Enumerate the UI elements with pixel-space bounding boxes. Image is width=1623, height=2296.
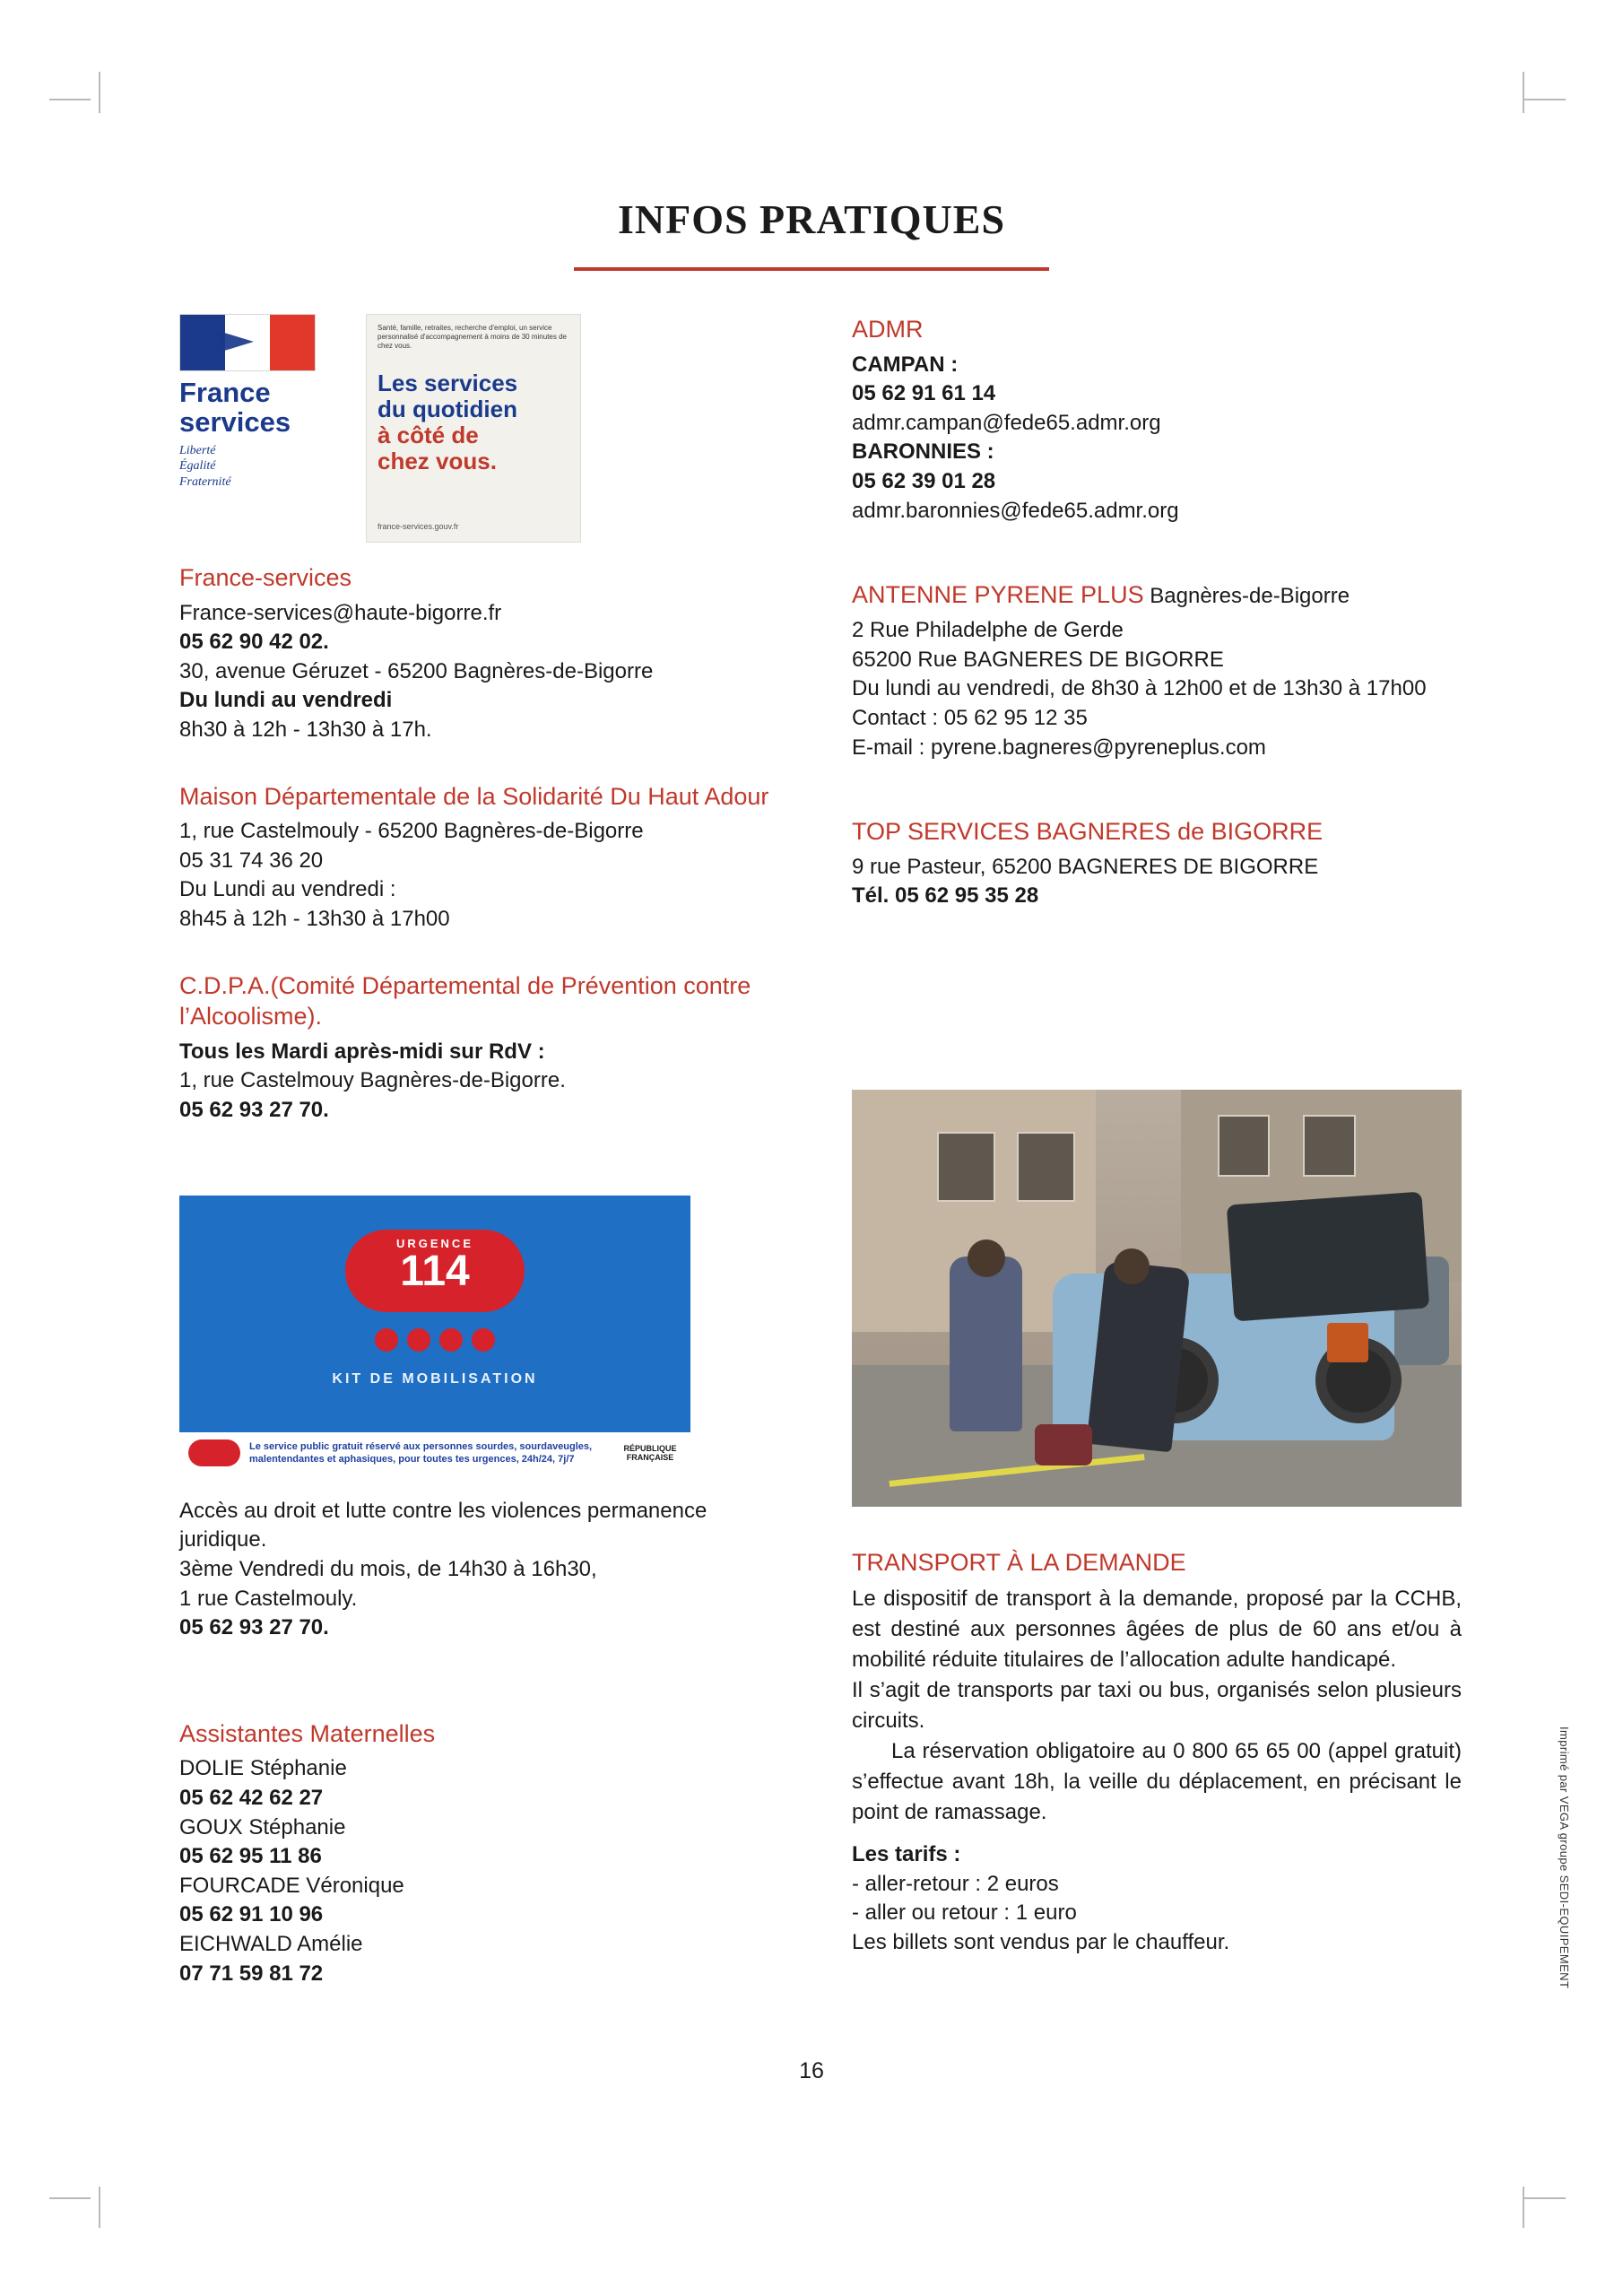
section-line: Du lundi au vendredi	[179, 688, 393, 713]
section-line	[179, 1497, 771, 1555]
section-line	[852, 734, 1462, 763]
transport-tarif-item: - aller ou retour : 1 euro	[852, 1900, 1077, 1926]
poster-slogan: Les services du quotidien à côté de chez vous.	[378, 370, 518, 475]
france-services-logo-group	[179, 314, 771, 543]
urgence-number: 114	[400, 1247, 470, 1295]
crop-mark-bottom-right-h	[1524, 2197, 1566, 2199]
section-line: 8h45 à 12h - 13h30 à 17h00	[179, 907, 450, 932]
section-transport-a-la-demande	[852, 1547, 1462, 1958]
section-line: 30, avenue Géruzet - 65200 Bagnères-de-Bigorre	[179, 658, 654, 683]
contact-label-value: Contact : 05 62 95 12 35	[852, 705, 1088, 730]
transport-paragraph: Il s’agit de transports par taxi ou bus, organisés selon plusieurs circuits.	[852, 1677, 1462, 1733]
section-line: 9 rue Pasteur, 65200 BAGNERES DE BIGORRE	[852, 854, 1319, 879]
section-line: 05 31 74 36 20	[179, 848, 324, 873]
transport-tarifs-title: Les tarifs :	[852, 1842, 961, 1867]
section-line: Du lundi au vendredi, de 8h30 à 12h00 et de 13h30 à 17h00	[852, 676, 1427, 701]
section-heading-main: ANTENNE PYRENE PLUS	[852, 581, 1144, 609]
deaf-icon	[375, 1328, 398, 1352]
transport-paragraph: Le dispositif de transport à la demande, proposé par la CCHB, est destiné aux personnes âgées de plus de 60 ans et/ou à mobilité réduite titulaires de l’allocation adulte handicapé.	[852, 1586, 1462, 1672]
section-maison-departementale-solidarite	[179, 781, 771, 935]
section-line: FOURCADE Véronique	[179, 1873, 404, 1898]
section-assistantes-maternelles	[179, 1718, 771, 1989]
section-line: 1, rue Castelmouly - 65200 Bagnères-de-Bigorre	[179, 819, 644, 844]
section-france-services	[179, 562, 771, 745]
urgence-114-mini-logo	[188, 1439, 240, 1466]
section-line: 05 62 93 27 70.	[179, 1615, 329, 1640]
poster-footer	[179, 1432, 690, 1474]
email-label-value: E-mail : pyrene.bagneres@pyreneplus.com	[852, 735, 1266, 760]
section-line: EICHWALD Amélie	[179, 1932, 363, 1957]
hearing-impaired-icon	[407, 1328, 430, 1352]
section-heading: Assistantes Maternelles	[179, 1719, 436, 1747]
section-line: 05 62 90 42 02.	[179, 630, 329, 655]
section-line: 07 71 59 81 72	[179, 1961, 324, 1986]
transport-photo	[852, 1090, 1462, 1507]
section-line: 05 62 42 62 27	[179, 1785, 324, 1810]
france-services-logo	[179, 314, 350, 490]
crop-mark-top-right-h	[1524, 99, 1566, 100]
section-line: GOUX Stéphanie	[179, 1814, 346, 1839]
title-underline	[574, 267, 1049, 271]
section-admr	[852, 314, 1462, 526]
urgence-label: URGENCE	[395, 1236, 473, 1250]
france-services-poster	[366, 314, 581, 543]
section-cdpa	[179, 970, 771, 1126]
urgence-114-poster	[179, 1196, 690, 1474]
crop-mark-bottom-right-v	[1523, 2187, 1524, 2228]
section-line: 05 62 39 01 28	[852, 469, 996, 494]
section-heading-suffix: Bagnères-de-Bigorre	[1143, 584, 1350, 609]
crop-mark-bottom-left-h	[49, 2197, 91, 2199]
deafblind-icon	[439, 1328, 463, 1352]
left-column	[179, 314, 771, 2012]
section-line: DOLIE Stéphanie	[179, 1756, 347, 1781]
crop-mark-top-right-v	[1523, 72, 1524, 113]
section-line: 65200 Rue BAGNERES DE BIGORRE	[852, 647, 1224, 672]
crop-mark-bottom-left-v	[99, 2187, 100, 2228]
section-heading: TRANSPORT À LA DEMANDE	[852, 1549, 1186, 1576]
section-line: Tous les Mardi après-midi sur RdV :	[179, 1039, 545, 1064]
france-services-logo-name: France services	[179, 377, 291, 438]
section-line: 1, rue Castelmouy Bagnères-de-Bigorre.	[179, 1068, 566, 1093]
section-line: 05 62 91 61 14	[852, 381, 996, 406]
transport-paragraph: La réservation obligatoire au 0 800 65 65 00 (appel gratuit) s’effectue avant 18h, la veille du déplacement, en précisant le point de ramassage.	[852, 1738, 1462, 1825]
accessibility-icons	[375, 1328, 495, 1352]
french-flag-icon	[179, 314, 316, 371]
section-line: 2 Rue Philadelphe de Gerde	[852, 618, 1124, 643]
section-top-services	[852, 816, 1462, 911]
section-line: BARONNIES :	[852, 439, 994, 465]
section-heading	[852, 579, 1462, 611]
section-line: 8h30 à 12h - 13h30 à 17h.	[179, 718, 432, 743]
section-line: admr.campan@fede65.admr.org	[852, 410, 1161, 435]
section-line: Tél. 05 62 95 35 28	[852, 883, 1039, 909]
section-line: 05 62 95 11 86	[179, 1844, 322, 1869]
section-line: 05 62 93 27 70.	[179, 1098, 329, 1123]
republique-francaise-logo: RÉPUBLIQUE FRANÇAISE	[623, 1443, 677, 1462]
republic-motto: Liberté Égalité Fraternité	[179, 443, 231, 489]
poster-kit-label: KIT DE MOBILISATION	[332, 1370, 538, 1387]
section-antenne-pyrene-plus	[852, 579, 1462, 762]
printer-credit: Imprimé par VEGA groupe SEDI-EQUIPEMENT	[1558, 1726, 1571, 1989]
section-line: France-services@haute-bigorre.fr	[179, 600, 502, 625]
right-column	[852, 314, 1462, 935]
section-line: 3ème Vendredi du mois, de 14h30 à 16h30,	[179, 1556, 597, 1581]
section-line: admr.baronnies@fede65.admr.org	[852, 498, 1179, 523]
section-heading: TOP SERVICES BAGNERES de BIGORRE	[852, 818, 1324, 846]
poster-url: france-services.gouv.fr	[378, 522, 459, 531]
crop-mark-top-left-h	[49, 99, 91, 100]
section-heading: France-services	[179, 564, 352, 591]
aphasic-icon	[472, 1328, 495, 1352]
crop-mark-top-left-v	[99, 72, 100, 113]
poster-footer-text: Le service public gratuit réservé aux personnes sourdes, sourdaveugles, malentendantes et aphasiques, pour toutes tes urgences, 24h/24, 7j/7	[249, 1440, 593, 1465]
section-acces-au-droit	[179, 1497, 771, 1643]
section-heading: C.D.P.A.(Comité Départemental de Prévention contre l’Alcoolisme).	[179, 971, 751, 1031]
page-title: INFOS PRATIQUES	[617, 196, 1006, 242]
section-line: 05 62 91 10 96	[179, 1902, 324, 1927]
transport-tarif-item: Les billets sont vendus par le chauffeur.	[852, 1930, 1230, 1955]
section-line: 1 rue Castelmouly.	[179, 1586, 358, 1611]
acces-au-droit-bold: Accès au droit et lutte contre les violences permanence juridique.	[179, 1498, 707, 1552]
poster-top-text: Santé, famille, retraites, recherche d'emploi, un service personnalisé d'accompagnement à moins de 30 minutes de chez vous.	[378, 324, 567, 350]
section-line	[852, 704, 1462, 734]
section-heading: Maison Départementale de la Solidarité Du Haut Adour	[179, 782, 769, 810]
page-number: 16	[799, 2058, 824, 2083]
section-line: CAMPAN :	[852, 352, 959, 377]
section-heading: ADMR	[852, 316, 924, 343]
section-line: Du Lundi au vendredi :	[179, 877, 396, 902]
transport-tarif-item: - aller-retour : 2 euros	[852, 1871, 1059, 1896]
urgence-114-badge	[345, 1230, 525, 1312]
